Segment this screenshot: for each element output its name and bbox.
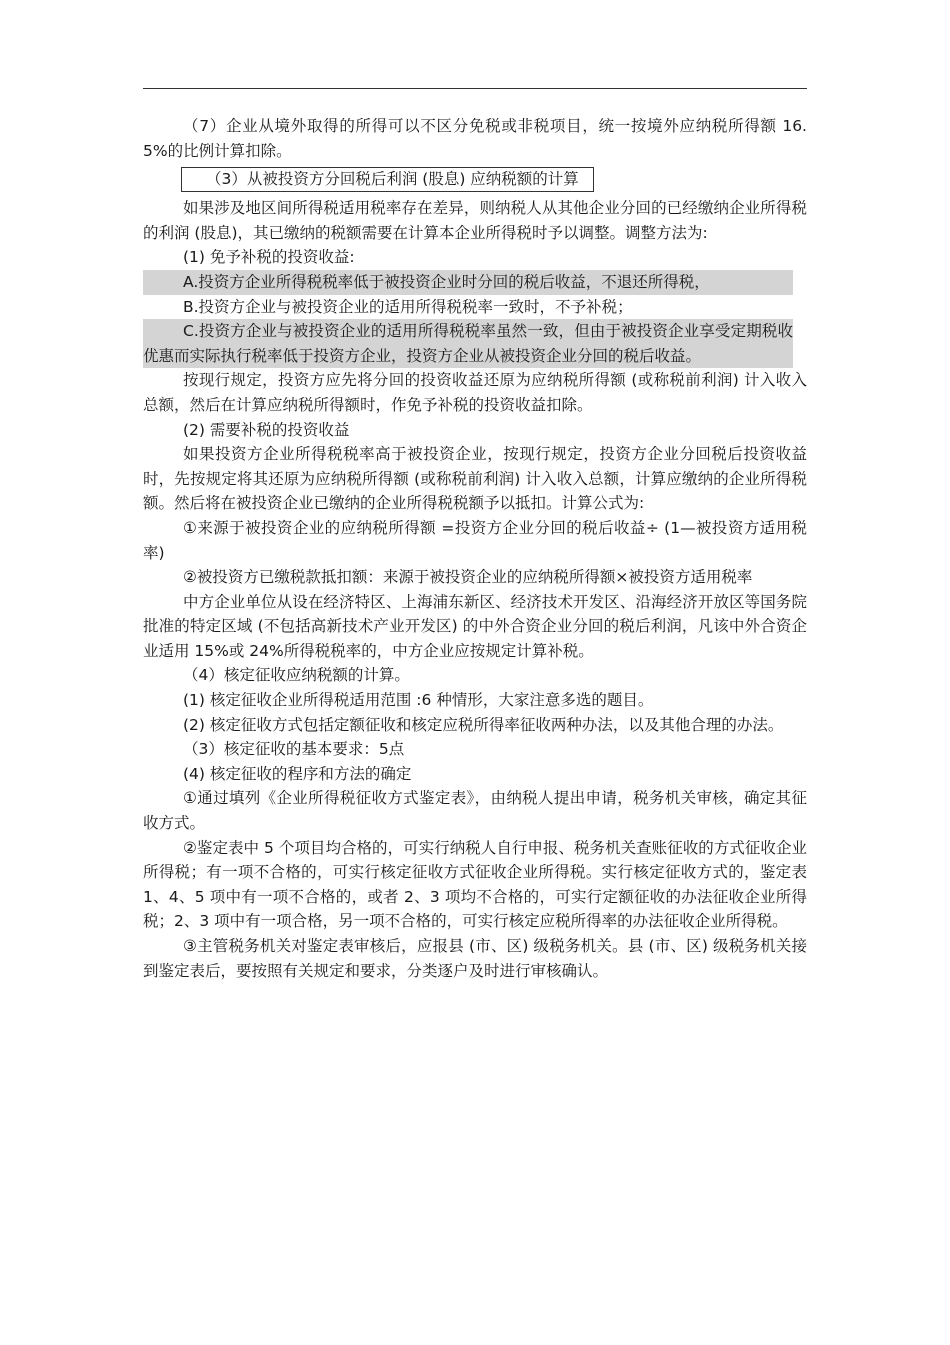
paragraph-overseas-deduction: （7）企业从境外取得的所得可以不区分免税或非税项目，统一按境外应纳税所得额 16. 5%的比例计算扣除。 — [143, 117, 807, 160]
paragraph-higher-rate: 如果投资方企业所得税税率高于被投资企业，按现行规定，投资方企业分回税后投资收益时，先按规定将其还原为应纳税所得额 (或称税前利润) 计入收入总额，计算应缴纳的企业所得税额。然后将在被投资企业已缴纳的企业所得税税额予以抵扣。计算公式为: — [143, 445, 807, 513]
section-heading-dividend-tax — [143, 163, 807, 196]
item-b: B.投资方企业与被投资企业的适用所得税税率一致时，不予补税； — [183, 297, 633, 316]
item-procedure: (4) 核定征收的程序和方法的确定 — [183, 764, 412, 783]
subheading-taxable-income: (2) 需要补税的投资收益 — [183, 420, 350, 439]
formula-2: ②被投资方已缴税款抵扣额：来源于被投资企业的应纳税所得额×被投资方适用税率 — [183, 568, 753, 587]
procedure-step-2: ②鉴定表中 5 个项目均合格的，可实行纳税人自行申报、税务机关查账征收的方式征收企业所得税；有一项不合格的，可实行核定征收方式征收企业所得税。实行核定征收方式的，鉴定表 1、4、5 项中有一项不合格的，或者 2、3 项均不合格的，可实行定额征收的办法征收企业所得税；2、3 项中有一项合格，另一项不合格的，可实行核定应税所得率的办法征收企业所得税。 — [143, 838, 807, 931]
paragraph-special-zones: 中方企业单位从设在经济特区、上海浦东新区、经济技术开发区、沿海经济开放区等国务院批准的特定区域 (不包括高新技术产业开发区) 的中外合资企业分回的税后利润，凡该中外合资企业适用 15%或 24%所得税税率的，中方企业应按规定计算补税。 — [143, 592, 807, 660]
item-requirements: （3）核定征收的基本要求：5点 — [183, 740, 405, 759]
formula-1: ①来源于被投资企业的应纳税所得额 =投资方企业分回的税后收益÷ (1—被投资方适用税率) — [143, 518, 807, 562]
item-methods: (2) 核定征收方式包括定额征收和核定应税所得率征收两种办法，以及其他合理的办法。 — [183, 715, 784, 734]
boxed-heading: （3）从被投资方分回税后利润 (股息) 应纳税额的计算 — [181, 167, 594, 192]
highlighted-item-a: A.投资方企业所得税税率低于被投资企业时分回的税后收益，不退还所得税， — [143, 270, 793, 295]
document-body — [143, 114, 807, 983]
paragraph-rate-difference: 如果涉及地区间所得税适用税率存在差异，则纳税人从其他企业分回的已经缴纳企业所得税的利润 (股息)，其已缴纳的税额需要在计算本企业所得税时予以调整。调整方法为: — [143, 199, 807, 242]
highlighted-item-c: C.投资方企业与被投资企业的适用所得税税率虽然一致，但由于被投资企业享受定期税收优惠而实际执行税率低于投资方企业，投资方企业从被投资企业分回的税后收益。 — [143, 319, 793, 368]
item-scope: (1) 核定征收企业所得税适用范围 :6 种情形，大家注意多选的题目。 — [183, 691, 654, 710]
subheading-exempt-income: (1) 免予补税的投资收益: — [183, 248, 355, 267]
header-rule — [143, 88, 807, 89]
paragraph-current-rules: 按现行规定，投资方应先将分回的投资收益还原为应纳税所得额 (或称税前利润) 计入收入总额，然后在计算应纳税所得额时，作免予补税的投资收益扣除。 — [143, 371, 807, 414]
section-heading-assessed-tax: （4）核定征收应纳税额的计算。 — [183, 666, 410, 685]
procedure-step-3: ③主管税务机关对鉴定表审核后，应报县 (市、区) 级税务机关。县 (市、区) 级税务机关接到鉴定表后，要按照有关规定和要求，分类逐户及时进行审核确认。 — [143, 937, 807, 980]
procedure-step-1: ①通过填列《企业所得税征收方式鉴定表》，由纳税人提出申请，税务机关审核，确定其征收方式。 — [143, 789, 807, 833]
